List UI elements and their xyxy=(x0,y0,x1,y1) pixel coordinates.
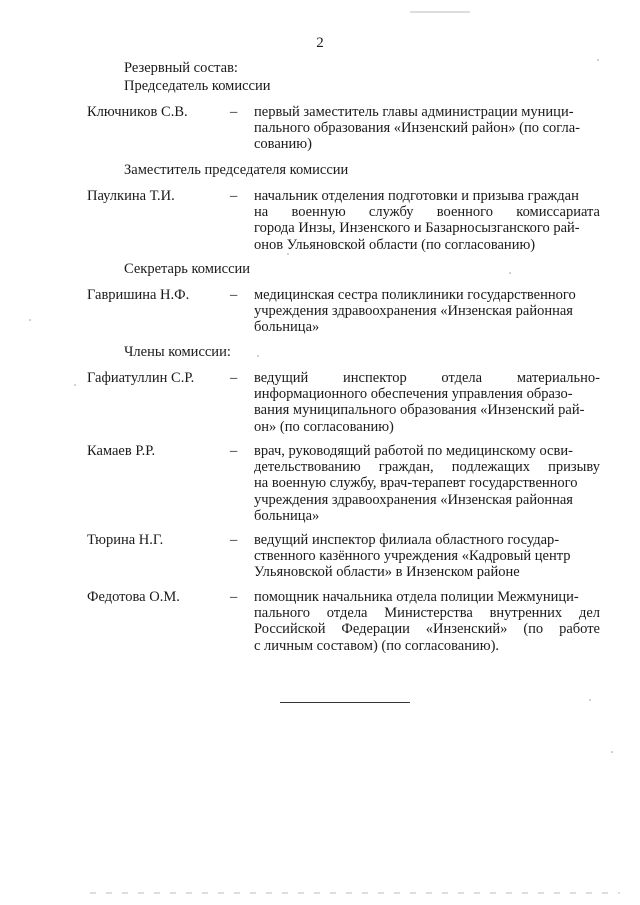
desc-line: вания муниципального образования «Инзенский рай- xyxy=(254,402,585,419)
desc-line: врач, руководящий работой по медицинскому осви- xyxy=(254,443,573,459)
scan-speck xyxy=(611,751,613,753)
entry-description xyxy=(254,443,600,524)
desc-line: пального образования «Инзенский район» (по согла- xyxy=(254,120,580,137)
section-members: Члены комиссии: xyxy=(124,344,231,360)
entry-description xyxy=(254,589,600,654)
scan-speck xyxy=(597,59,599,61)
page-number: 2 xyxy=(316,35,324,51)
scan-speck xyxy=(509,272,511,274)
entry-dash: – xyxy=(230,287,238,303)
closing-rule xyxy=(280,702,410,703)
desc-line: информационного обеспечения управления образо- xyxy=(254,386,573,403)
desc-line: детельствованию граждан, подлежащих призыву xyxy=(254,459,600,476)
desc-line: на военную службу военного комиссариата xyxy=(254,204,600,221)
desc-line: сованию) xyxy=(254,136,312,153)
entry-name: Паулкина Т.И. xyxy=(87,188,175,204)
section-reserve: Резервный состав: xyxy=(124,60,238,76)
entry-name: Тюрина Н.Г. xyxy=(87,532,164,548)
section-chair: Председатель комиссии xyxy=(124,78,271,94)
entry-name: Федотова О.М. xyxy=(87,589,180,605)
desc-line: начальник отделения подготовки и призыва граждан xyxy=(254,188,579,204)
section-deputy: Заместитель председателя комиссии xyxy=(124,162,349,178)
desc-line: помощник начальника отдела полиции Межмуници- xyxy=(254,589,579,605)
entry-name: Ключников С.В. xyxy=(87,104,188,120)
entry-dash: – xyxy=(230,532,238,548)
entry-description xyxy=(254,532,600,581)
entry-description xyxy=(254,188,600,253)
scan-speck xyxy=(287,253,289,255)
entry-description xyxy=(254,287,600,336)
scan-speck xyxy=(589,699,591,701)
desc-line: первый заместитель главы администрации муници- xyxy=(254,104,574,120)
desc-line: учреждения здравоохранения «Инзенская районная xyxy=(254,303,573,320)
entry-dash: – xyxy=(230,104,238,120)
entry-dash: – xyxy=(230,589,238,605)
desc-line: онов Ульяновской области (по согласованию) xyxy=(254,236,536,253)
scan-speck xyxy=(29,319,31,321)
desc-line: ственного казённого учреждения «Кадровый центр xyxy=(254,548,571,565)
entry-description xyxy=(254,104,600,153)
desc-line: больница» xyxy=(254,507,320,524)
scan-speck xyxy=(257,355,259,357)
desc-line: Ульяновской области» в Инзенском районе xyxy=(254,564,520,581)
desc-line: с личным составом) (по согласованию). xyxy=(254,637,500,654)
entry-name: Гафиатуллин С.Р. xyxy=(87,370,195,386)
desc-line: на военную службу, врач-терапевт государственного xyxy=(254,475,578,492)
desc-line: медицинская сестра поликлиники государственного xyxy=(254,287,576,303)
desc-line: Российской Федерации «Инзенский» (по работе xyxy=(254,621,600,638)
desc-line: учреждения здравоохранения «Инзенская районная xyxy=(254,491,573,508)
desc-line: больница» xyxy=(254,319,320,336)
desc-line: пального отдела Министерства внутренних дел xyxy=(254,605,600,622)
entry-description xyxy=(254,370,600,435)
desc-line: ведущий инспектор отдела материально- xyxy=(254,370,600,386)
entry-name: Гавришина Н.Ф. xyxy=(87,287,190,303)
section-secretary: Секретарь комиссии xyxy=(124,261,251,277)
desc-line: города Инзы, Инзенского и Базарносызганского рай- xyxy=(254,220,580,237)
entry-dash: – xyxy=(230,370,238,386)
desc-line: ведущий инспектор филиала областного государ- xyxy=(254,532,560,548)
entry-dash: – xyxy=(230,188,238,204)
scan-speck xyxy=(74,384,76,386)
entry-dash: – xyxy=(230,443,238,459)
entry-name: Камаев Р.Р. xyxy=(87,443,156,459)
desc-line: он» (по согласованию) xyxy=(254,418,394,435)
